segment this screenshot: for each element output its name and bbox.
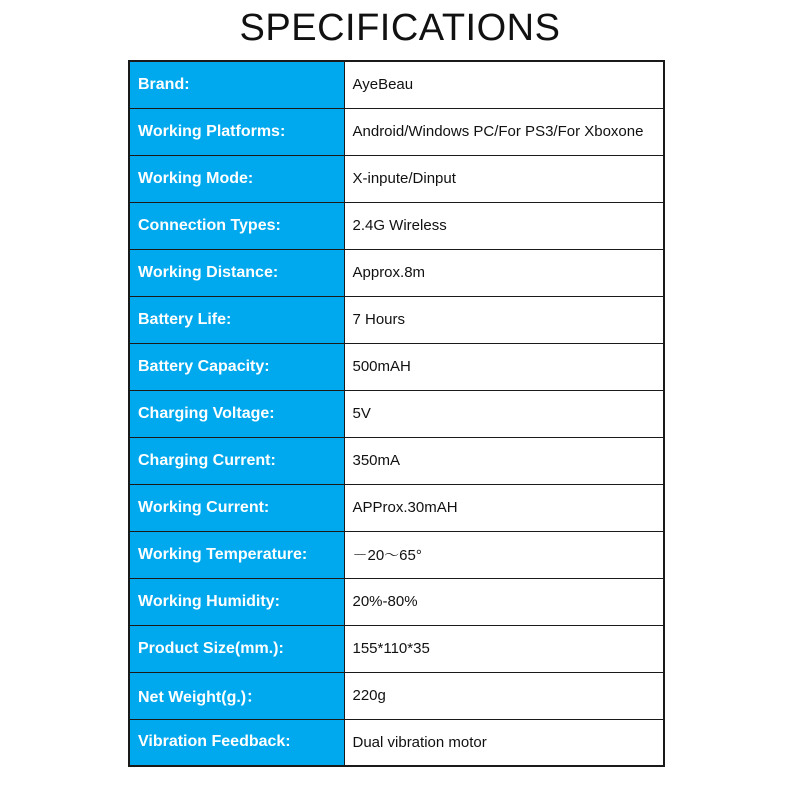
spec-row-working-temperature [129, 531, 664, 578]
spec-label: Battery Capacity: [129, 343, 344, 390]
spec-value: 500mAH [344, 343, 664, 390]
spec-label: Charging Current: [129, 437, 344, 484]
spec-row-vibration-feedback [129, 719, 664, 766]
spec-label: Working Mode: [129, 155, 344, 202]
spec-label: Working Temperature: [129, 531, 344, 578]
spec-row-net-weight [129, 672, 664, 719]
spec-value: 155*110*35 [344, 625, 664, 672]
spec-value: APProx.30mAH [344, 484, 664, 531]
spec-value: 5V [344, 390, 664, 437]
specifications-table [128, 60, 665, 767]
spec-value: 20%-80% [344, 578, 664, 625]
spec-value: Approx.8m [344, 249, 664, 296]
spec-row-charging-voltage [129, 390, 664, 437]
spec-label: Connection Types: [129, 202, 344, 249]
spec-value: AyeBeau [344, 61, 664, 108]
spec-row-working-current [129, 484, 664, 531]
spec-row-connection-types [129, 202, 664, 249]
spec-label: Working Current: [129, 484, 344, 531]
spec-value: Android/Windows PC/For PS3/For Xboxone [344, 108, 664, 155]
spec-label: Net Weight(g.)： [129, 672, 344, 719]
spec-label: Battery Life: [129, 296, 344, 343]
spec-value: 2.4G Wireless [344, 202, 664, 249]
spec-label: Brand: [129, 61, 344, 108]
spec-label: Charging Voltage: [129, 390, 344, 437]
spec-row-working-distance [129, 249, 664, 296]
spec-value: 350mA [344, 437, 664, 484]
spec-label: Working Platforms: [129, 108, 344, 155]
spec-value: Dual vibration motor [344, 719, 664, 766]
spec-label: Working Humidity: [129, 578, 344, 625]
spec-value: 7 Hours [344, 296, 664, 343]
spec-value: －20～65° [344, 531, 664, 578]
specifications-table-body [129, 61, 664, 766]
spec-row-working-platforms [129, 108, 664, 155]
spec-value: 220g [344, 672, 664, 719]
spec-value: X-inpute/Dinput [344, 155, 664, 202]
spec-label: Product Size(mm.): [129, 625, 344, 672]
spec-row-brand [129, 61, 664, 108]
spec-row-product-size [129, 625, 664, 672]
spec-row-battery-capacity [129, 343, 664, 390]
spec-row-working-humidity [129, 578, 664, 625]
spec-label: Working Distance: [129, 249, 344, 296]
spec-row-battery-life [129, 296, 664, 343]
spec-row-working-mode [129, 155, 664, 202]
spec-row-charging-current [129, 437, 664, 484]
page-title: SPECIFICATIONS [239, 7, 561, 49]
spec-label: Vibration Feedback: [129, 719, 344, 766]
